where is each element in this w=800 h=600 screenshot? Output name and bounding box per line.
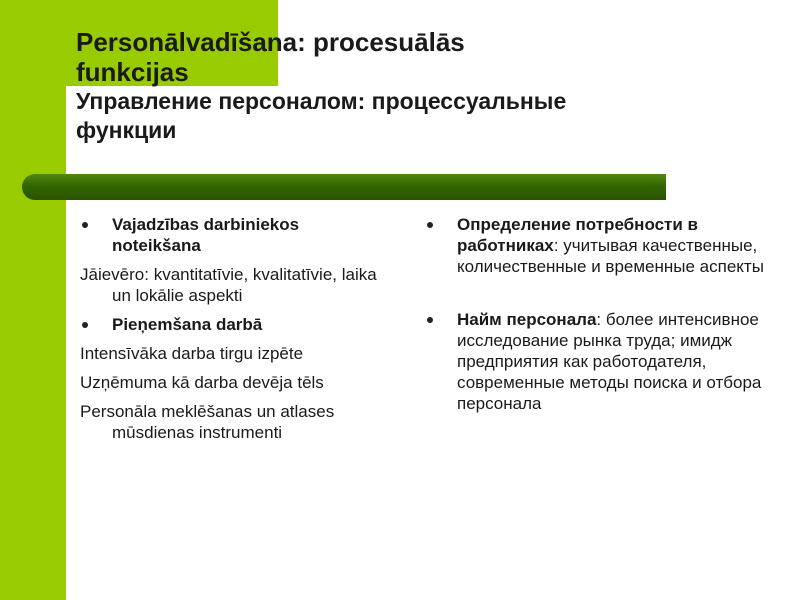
bullet-hiring-staff (425, 309, 775, 414)
bullet-needs-determination: Vajadzības darbiniekos noteikšana (80, 214, 380, 256)
bullet-hiring: Pieņemšana darbā (80, 314, 380, 335)
item2-bold-label: Найм персонала (457, 310, 597, 329)
title-russian-line2: функции (76, 117, 177, 143)
right-column (425, 214, 775, 414)
text-market-research: Intensīvāka darba tirgu izpēte (80, 344, 304, 363)
divider-bar (22, 174, 666, 200)
left-column (80, 214, 380, 443)
title-latvian-line2: funkcijas (76, 57, 189, 87)
text-recruitment-tools: Personāla meklēšanas un atlases mūsdienas instrumenti (80, 402, 335, 442)
item2-description: : более интенсивное исследование рынка труда; имидж предприятия как работодателя, современные методы поиска и отбора персонала (457, 310, 762, 413)
title-latvian-line1: Personālvadīšana: procesuālās (76, 27, 465, 57)
text-employer-image: Uzņēmuma kā darba devēja tēls (80, 373, 324, 392)
text-aspects: Jāievēro: kvantitatīvie, kvalitatīvie, laika un lokālie aspekti (80, 265, 377, 305)
title-russian-line1: Управление персоналом: процессуальные (76, 88, 567, 114)
item1-bold-label: Определение потребности в работниках (457, 215, 699, 255)
decorative-left-band (0, 0, 66, 600)
bullet-needs-definition (425, 214, 775, 277)
item1-description: : учитывая качественные, количественные и временные аспекты (457, 236, 764, 276)
slide-title (76, 27, 776, 145)
